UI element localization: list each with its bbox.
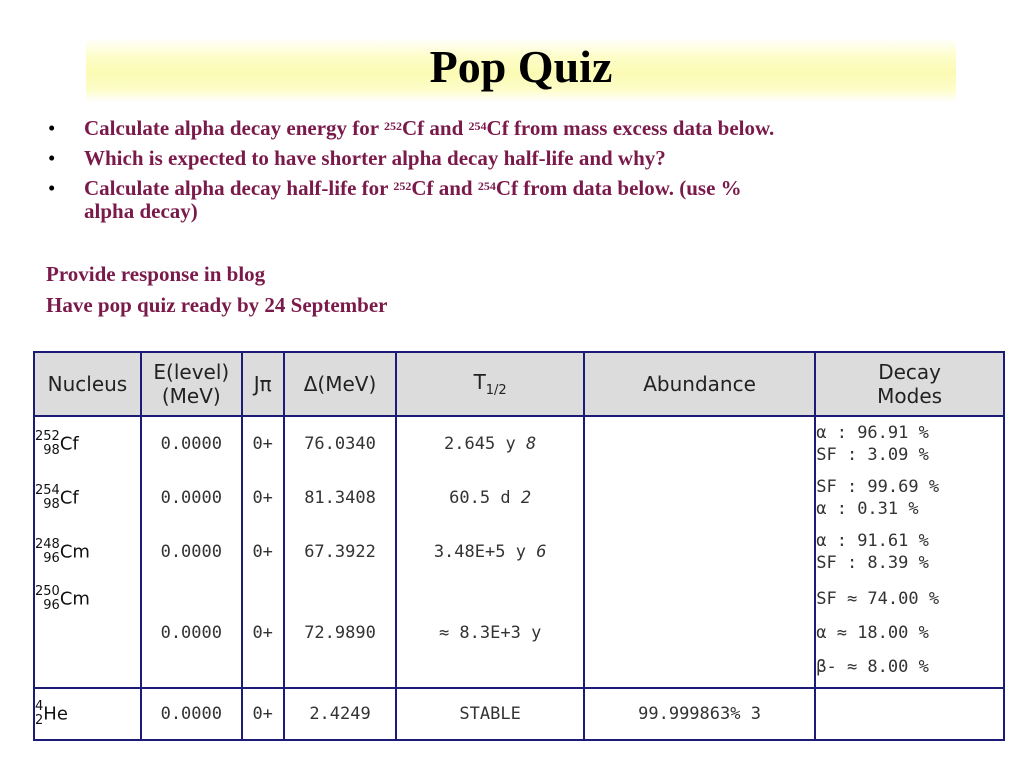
half-life-cell: 3.48E+5 y 6	[396, 525, 583, 579]
header-delta: Δ(MeV)	[284, 352, 397, 416]
elevel-cell: 0.0000	[141, 416, 242, 470]
delta-cell: 67.3922	[284, 525, 397, 579]
elevel-cell: 0.0000	[141, 688, 242, 740]
bullet-text: Cf from data below. (use %	[495, 176, 742, 200]
half-life-cell: 60.5 d 2	[396, 471, 583, 525]
delta-cell: 2.4249	[284, 688, 397, 740]
bullet-dot: •	[48, 146, 56, 170]
jpi-cell: 0+	[242, 579, 284, 688]
bullet-text: Cf from mass excess data below.	[486, 116, 775, 140]
bullet-text: Calculate alpha decay half-life for	[84, 176, 394, 200]
jpi-cell: 0+	[242, 471, 284, 525]
table-row	[34, 525, 1004, 579]
slide-title: Pop Quiz	[429, 41, 613, 92]
header-abundance: Abundance	[584, 352, 815, 416]
table-row	[34, 471, 1004, 525]
bullet-item	[48, 147, 988, 170]
mass-number: 252	[393, 179, 412, 193]
half-life-cell: ≈ 8.3E+3 y	[396, 579, 583, 688]
table-row	[34, 416, 1004, 470]
table-header-row	[34, 352, 1004, 416]
abundance-cell	[584, 525, 815, 579]
abundance-cell	[584, 579, 815, 688]
bullet-item	[48, 117, 988, 140]
bullet-text: alpha decay)	[84, 199, 198, 223]
nucleus-cell: 252 98Cf	[34, 416, 141, 470]
header-elevel: E(level) (MeV)	[141, 352, 242, 416]
bullet-dot: •	[48, 116, 56, 140]
header-half-life: $T_{1/2}$	[396, 352, 583, 416]
delta-cell: 76.0340	[284, 416, 397, 470]
bullet-item	[48, 177, 988, 223]
mass-number: 254	[477, 179, 496, 193]
decay-modes-cell: α : 96.91 % SF : 3.09 %	[815, 416, 1004, 470]
bullet-text: Cf and	[411, 176, 478, 200]
decay-modes-cell: α : 91.61 % SF : 8.39 %	[815, 525, 1004, 579]
header-decay-modes: Decay Modes	[815, 352, 1004, 416]
header-nucleus: Nucleus	[34, 352, 141, 416]
abundance-cell	[584, 471, 815, 525]
elevel-cell: 0.0000	[141, 471, 242, 525]
mass-number: 254	[468, 119, 487, 133]
nucleus-cell: 250 96Cm	[34, 579, 141, 688]
nuclear-data-table	[33, 351, 1005, 741]
elevel-cell: 0.0000	[141, 525, 242, 579]
delta-cell: 81.3408	[284, 471, 397, 525]
nucleus-cell: 254 98Cf	[34, 471, 141, 525]
half-life-cell: 2.645 y 8	[396, 416, 583, 470]
decay-modes-cell	[815, 688, 1004, 740]
bullet-list	[48, 117, 988, 230]
decay-modes-cell: SF : 99.69 % α : 0.31 %	[815, 471, 1004, 525]
mass-number: 252	[384, 119, 402, 133]
header-jpi: Jπ	[242, 352, 284, 416]
table-row	[34, 579, 1004, 688]
jpi-cell: 0+	[242, 416, 284, 470]
abundance-cell: 99.999863% 3	[584, 688, 815, 740]
decay-modes-cell: SF ≈ 74.00 % α ≈ 18.00 % β- ≈ 8.00 %	[815, 579, 1004, 688]
bullet-dot: •	[48, 176, 56, 200]
elevel-cell: 0.0000	[141, 579, 242, 688]
delta-cell: 72.9890	[284, 579, 397, 688]
note-blog: Provide response in blog	[46, 262, 266, 286]
note-deadline: Have pop quiz ready by 24 September	[46, 293, 388, 317]
nucleus-cell: 248 96Cm	[34, 525, 141, 579]
bullet-text: Calculate alpha decay energy for	[84, 116, 384, 140]
abundance-cell	[584, 416, 815, 470]
bullet-text: Which is expected to have shorter alpha decay half-life and why?	[84, 146, 666, 170]
half-life-cell: STABLE	[396, 688, 583, 740]
jpi-cell: 0+	[242, 525, 284, 579]
nucleus-cell: 4 2He	[34, 688, 141, 740]
bullet-text: Cf and	[402, 116, 469, 140]
jpi-cell: 0+	[242, 688, 284, 740]
table-row	[34, 688, 1004, 740]
